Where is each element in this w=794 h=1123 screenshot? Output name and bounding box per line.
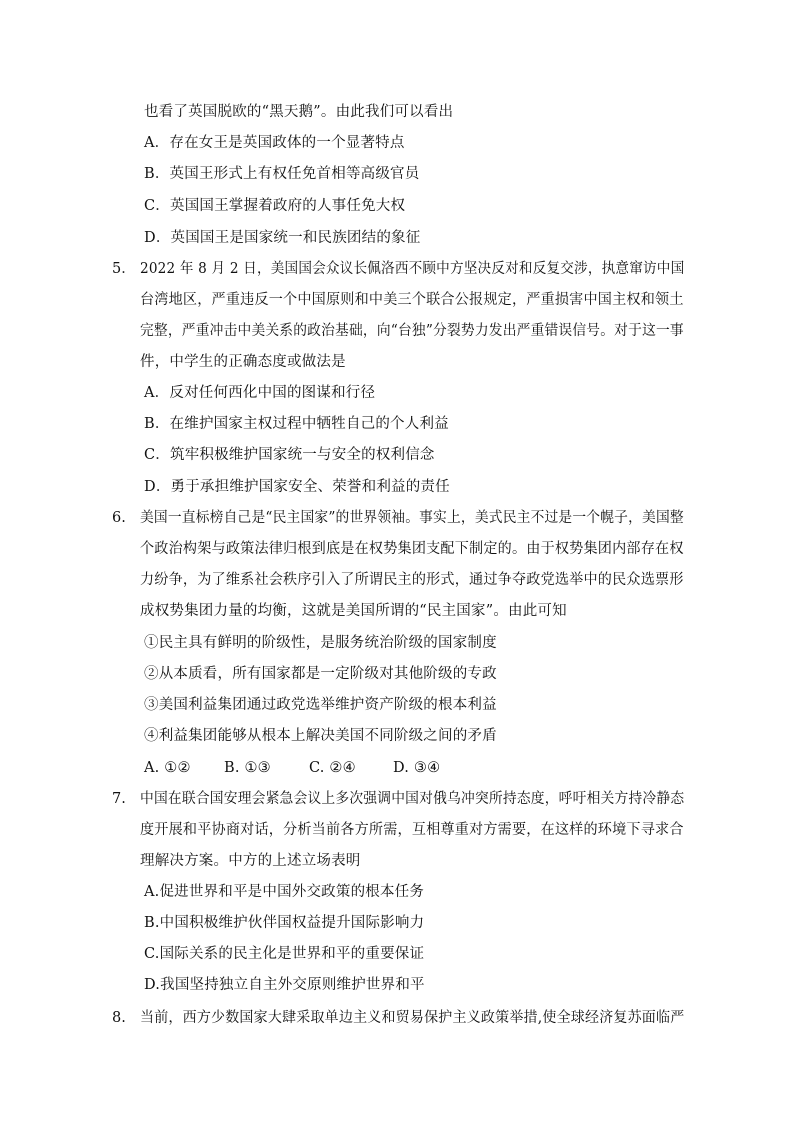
q4-stem-end: 也看了英国脱欧的“黑天鹅”。由此我们可以看出 xyxy=(144,104,454,120)
q6-statement-2: ②从本质看，所有国家都是一定阶级对其他阶级的专政 xyxy=(144,666,497,682)
q4-option-a: A．存在女王是英国政体的一个显著特点 xyxy=(144,135,405,151)
q4-option-b: B．英国王形式上有权任免首相等高级官员 xyxy=(144,166,420,182)
q5-number: 5． xyxy=(112,261,136,277)
q7-option-c: C.国际关系的民主化是世界和平的重要保证 xyxy=(144,946,425,962)
q6-stem-line-4: 成权势集团力量的均衡，这就是美国所谓的“民主国家”。由此可知 xyxy=(140,603,567,619)
q7-option-d: D.我国坚持独立自主外交原则维护世界和平 xyxy=(144,977,425,993)
q6-option-a: A. ①② xyxy=(144,760,191,776)
q6-stem-line-2: 个政治构架与政策法律归根到底是在权势集团支配下制定的。由于权势集团内部存在权 xyxy=(140,541,684,557)
q6-option-c: C. ②④ xyxy=(309,760,356,776)
q7-stem-line-2: 度开展和平协商对话，分析当前各方所需，互相尊重对方需要，在这样的环境下寻求合 xyxy=(140,822,684,838)
q6-option-d: D. ③④ xyxy=(393,760,441,776)
q6-statement-1: ①民主具有鲜明的阶级性，是服务统治阶级的国家制度 xyxy=(144,635,497,651)
q6-stem-line-1: 美国一直标榜自己是“民主国家”的世界领袖。事实上，美式民主不过是一个幌子，美国整 xyxy=(140,510,684,526)
q5-stem-line-3: 完整，严重冲击中美关系的政治基础，向“台独”分裂势力发出严重错误信号。对于这一事 xyxy=(140,323,684,339)
q6-number: 6. xyxy=(112,510,126,526)
q5-option-d: D．勇于承担维护国家安全、荣誉和利益的责任 xyxy=(144,479,450,495)
q5-option-a: A．反对任何西化中国的图谋和行径 xyxy=(144,385,376,401)
q7-option-b: B.中国积极维护伙伴国权益提升国际影响力 xyxy=(144,915,425,931)
q4-option-c: C．英国国王掌握着政府的人事任免大权 xyxy=(144,198,406,214)
q5-stem-line-4: 件，中学生的正确态度或做法是 xyxy=(140,354,346,370)
q7-option-a: A.促进世界和平是中国外交政策的根本任务 xyxy=(144,884,425,900)
q6-option-b: B. ①③ xyxy=(224,760,271,776)
q8-number: 8. xyxy=(112,1010,126,1026)
q7-stem-line-1: 中国在联合国安理会紧急会议上多次强调中国对俄乌冲突所持态度，呼吁相关方持冷静态 xyxy=(140,791,685,807)
q6-statement-3: ③美国利益集团通过政党选举维护资产阶级的根本利益 xyxy=(144,697,497,713)
q5-stem-line-1: 2022 年 8 月 2 日，美国国会众议长佩洛西不顾中方坚决反对和反复交涉，执意窜访中国 xyxy=(140,261,685,277)
q5-stem-line-2: 台湾地区，严重违反一个中国原则和中美三个联合公报规定，严重损害中国主权和领土 xyxy=(140,292,684,308)
q4-option-d: D．英国国王是国家统一和民族团结的象征 xyxy=(144,230,421,246)
q6-statement-4: ④利益集团能够从根本上解决美国不同阶级之间的矛盾 xyxy=(144,728,497,744)
q5-option-b: B．在维护国家主权过程中牺牲自己的个人利益 xyxy=(144,416,449,432)
q6-stem-line-3: 力纷争，为了维系社会秩序引入了所谓民主的形式，通过争夺政党选举中的民众选票形 xyxy=(140,572,684,588)
q7-number: 7. xyxy=(112,791,126,807)
q5-option-c: C．筑牢积极维护国家统一与安全的权利信念 xyxy=(144,447,435,463)
q8-stem-line-1: 当前，西方少数国家大肆采取单边主义和贸易保护主义政策举措,使全球经济复苏面临严 xyxy=(140,1010,685,1026)
q7-stem-line-3: 理解决方案。中方的上述立场表明 xyxy=(140,853,361,869)
